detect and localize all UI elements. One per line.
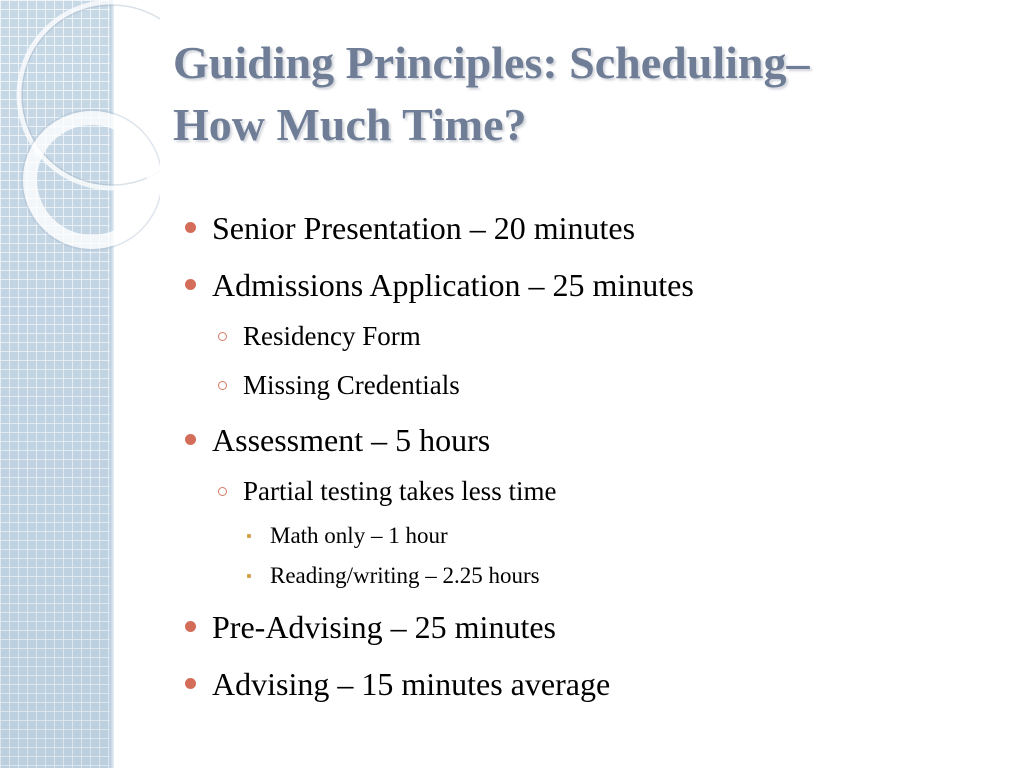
bullet-senior-presentation: Senior Presentation – 20 minutes [212,210,636,246]
slide-title-line-1: Guiding Principles: Scheduling– [173,37,810,88]
subbullet-partial-testing: Partial testing takes less time [243,476,557,506]
bullet-admissions-application: Admissions Application – 25 minutes [212,267,694,303]
filled-circle-bullet-icon [185,621,196,632]
hollow-circle-bullet-icon [218,332,227,341]
filled-circle-bullet-icon [185,222,196,233]
filled-circle-bullet-icon [185,279,196,290]
filled-circle-bullet-icon [185,434,196,445]
small-square-bullet-icon [247,534,251,538]
hollow-circle-bullet-icon [218,487,227,496]
bullet-assessment: Assessment – 5 hours [212,422,491,458]
subsubbullet-reading-writing: Reading/writing – 2.25 hours [270,563,540,588]
filled-circle-bullet-icon [185,678,196,689]
subbullet-residency-form: Residency Form [243,321,421,351]
small-square-bullet-icon [247,574,251,578]
subsubbullet-math-only: Math only – 1 hour [270,523,448,548]
bullet-advising: Advising – 15 minutes average [212,666,611,702]
slide-title-line-2: How Much Time? [173,99,527,150]
bullet-pre-advising: Pre-Advising – 25 minutes [212,609,556,645]
hollow-circle-bullet-icon [218,381,227,390]
subbullet-missing-credentials: Missing Credentials [243,370,460,400]
